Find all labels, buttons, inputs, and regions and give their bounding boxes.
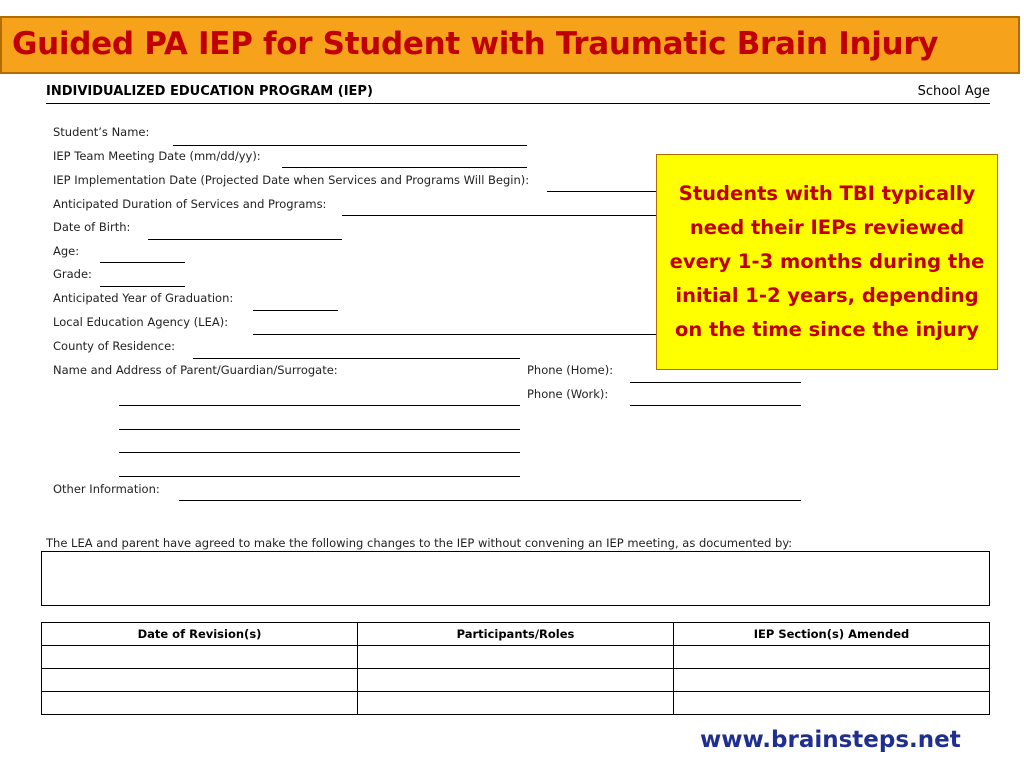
phone-work-field[interactable] [630,405,801,406]
header-iep-sections-amended: IEP Section(s) Amended [674,623,990,646]
graduation-year-label: Anticipated Year of Graduation: [53,291,234,305]
slide-title: Guided PA IEP for Student with Traumatic Brain Injury [12,26,939,62]
duration-label: Anticipated Duration of Services and Programs: [53,197,327,211]
table-row [42,692,990,715]
changes-box[interactable] [41,551,990,606]
tbi-callout-box [656,154,998,370]
age-label: Age: [53,244,80,258]
header-date-of-revision: Date of Revision(s) [42,623,358,646]
implementation-date-label: IEP Implementation Date (Projected Date when Services and Programs Will Begin): [53,173,530,187]
phone-home-label: Phone (Home): [527,363,614,377]
student-name-label: Student’s Name: [53,125,150,139]
table-cell[interactable] [42,692,358,715]
revision-table [41,622,990,715]
slide-title-bar [0,16,1020,74]
county-field[interactable] [193,358,520,359]
phone-home-field[interactable] [630,382,801,383]
footer-url-link[interactable]: www.brainsteps.net [700,727,961,753]
other-info-field[interactable] [179,500,801,501]
implementation-date-field[interactable] [547,191,656,192]
parent-address-line-4[interactable] [119,476,520,477]
form-title: INDIVIDUALIZED EDUCATION PROGRAM (IEP) [46,84,373,99]
table-cell[interactable] [42,669,358,692]
table-cell[interactable] [674,646,990,669]
age-field[interactable] [100,262,185,263]
table-cell[interactable] [358,646,674,669]
table-row [42,669,990,692]
callout-text: Students with TBI typically need their IEPs reviewed every 1-3 months during the initial 1-2 years, depending on the time since the injury [669,182,985,341]
duration-field[interactable] [342,215,656,216]
table-cell[interactable] [358,669,674,692]
revision-table-header [42,623,990,646]
dob-label: Date of Birth: [53,220,131,234]
form-type: School Age [917,84,990,99]
other-info-label: Other Information: [53,482,160,496]
lea-label: Local Education Agency (LEA): [53,315,229,329]
form-header [46,84,990,104]
parent-address-line-2[interactable] [119,429,520,430]
grade-field[interactable] [100,286,185,287]
dob-field[interactable] [148,239,342,240]
table-row [42,646,990,669]
lea-field[interactable] [253,334,656,335]
table-cell[interactable] [674,692,990,715]
graduation-year-field[interactable] [253,310,338,311]
student-name-field[interactable] [173,145,527,146]
agreement-text: The LEA and parent have agreed to make the following changes to the IEP without convening an IEP meeting, as documented by: [46,536,793,550]
grade-label: Grade: [53,267,92,281]
meeting-date-field[interactable] [282,167,527,168]
parent-address-line-3[interactable] [119,452,520,453]
header-participants-roles: Participants/Roles [358,623,674,646]
table-cell[interactable] [42,646,358,669]
table-cell[interactable] [674,669,990,692]
table-cell[interactable] [358,692,674,715]
county-label: County of Residence: [53,339,176,353]
meeting-date-label: IEP Team Meeting Date (mm/dd/yy): [53,149,261,163]
parent-address-line-1[interactable] [119,405,520,406]
phone-work-label: Phone (Work): [527,387,609,401]
parent-label: Name and Address of Parent/Guardian/Surrogate: [53,363,338,377]
